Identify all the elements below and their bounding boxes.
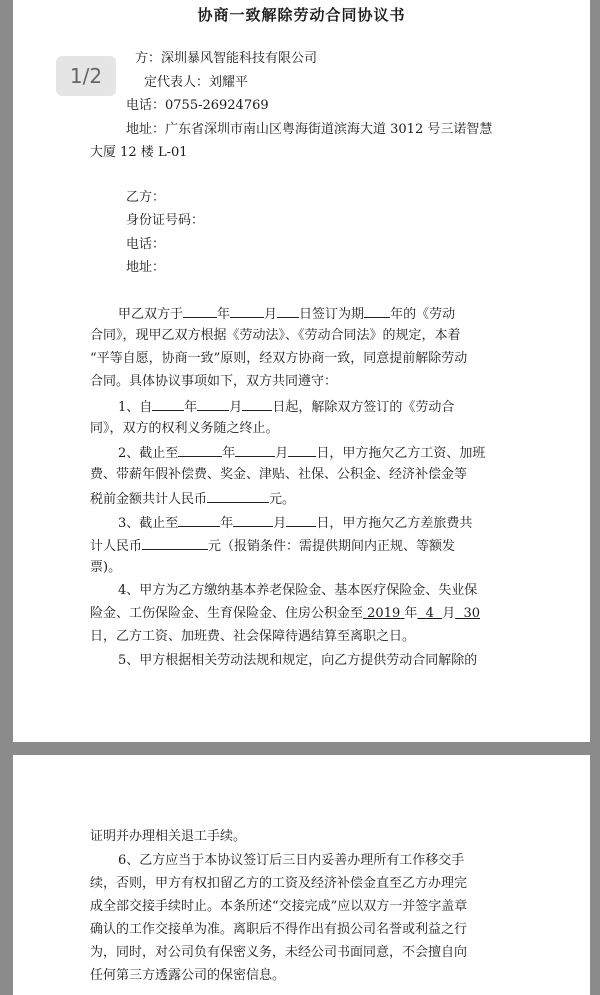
party-a-address-line1: 地址：广东省深圳市南山区粤海街道滨海大道 3012 号三诺智慧	[126, 122, 493, 137]
item6-line-6: 任何第三方透露公司的保密信息。	[90, 968, 286, 983]
page2-line-0: 证明并办理相关退工手续。	[90, 829, 247, 844]
item3-line-2: 计人民币 元（报销条件：需提供期间内正规、等额发	[90, 536, 455, 556]
party-b-phone: 电话：	[126, 237, 166, 252]
item3-line-1: 3、截止至 年 月 日，甲方拖欠乙方差旅费共	[118, 513, 472, 533]
intro-line-1: 甲乙双方于 年 月 日签订为期 年的《劳动	[118, 304, 455, 324]
intro-line-2: 合同》，现甲乙双方根据《劳动法》、《劳动合同法》的规定，本着	[90, 328, 461, 343]
document-page-1	[13, 0, 590, 742]
party-b-label: 乙方：	[126, 190, 166, 205]
intro-line-4: 合同。具体协议事项如下，双方共同遵守：	[90, 374, 338, 389]
item1-line-2: 同》，双方的权利义务随之终止。	[90, 421, 279, 436]
party-a-phone: 电话：0755-26924769	[126, 98, 269, 113]
item6-line-4: 确认的工作交接单为准。离职后不得作出有损公司名誉或利益之行	[90, 922, 468, 937]
item4-line-2: 险金、工伤保险金、生育保险金、住房公积金至 2019 年 4 月 30	[90, 606, 481, 621]
retirement-day: 30	[463, 606, 481, 621]
party-b-address: 地址：	[126, 260, 166, 275]
document-page-2	[13, 755, 590, 995]
item4-line-1: 4、甲方为乙方缴纳基本养老保险金、基本医疗保险金、失业保	[118, 583, 478, 598]
retirement-year: 2019	[367, 606, 401, 621]
page-indicator: 1/2	[56, 56, 116, 96]
document-title: 协商一致解除劳动合同协议书	[197, 6, 406, 24]
item5-line-1: 5、甲方根据相关劳动法规和规定，向乙方提供劳动合同解除的	[118, 653, 478, 668]
item6-line-3: 成全部交接手续时止。本条所述“交接完成”应以双方一并签字盖章	[90, 899, 468, 914]
item2-line-3: 税前金额共计人民币 元。	[90, 489, 295, 509]
item4-line-3: 日，乙方工资、加班费、社会保障待遇结算至离职之日。	[90, 629, 416, 644]
party-b-id: 身份证号码：	[126, 213, 205, 228]
party-a-address-line2: 大厦 12 楼 L-01	[90, 145, 188, 160]
item3-line-3: 票)。	[90, 560, 122, 575]
item6-line-2: 续，否则，甲方有权扣留乙方的工资及经济补偿金直至乙方办理完	[90, 876, 468, 891]
party-a-legal-rep: 定代表人：刘耀平	[144, 75, 249, 90]
retirement-month: 4	[425, 606, 434, 621]
item2-line-2: 费、带薪年假补偿费、奖金、津贴、社保、公积金、经济补偿金等	[90, 467, 468, 482]
intro-line-3: “平等自愿，协商一致”原则，经双方协商一致，同意提前解除劳动	[90, 351, 468, 366]
item6-line-1: 6、乙方应当于本协议签订后三日内妥善办理所有工作移交手	[118, 853, 465, 868]
item2-line-1: 2、截止至 年 月 日，甲方拖欠乙方工资、加班	[118, 443, 485, 463]
party-a-company: 方：深圳暴风智能科技有限公司	[135, 51, 318, 66]
item6-line-5: 为，同时，对公司负有保密义务，未经公司书面同意，不会擅自向	[90, 945, 468, 960]
item1-line-1: 1、自 年 月 日起，解除双方签订的《劳动合	[118, 397, 454, 417]
